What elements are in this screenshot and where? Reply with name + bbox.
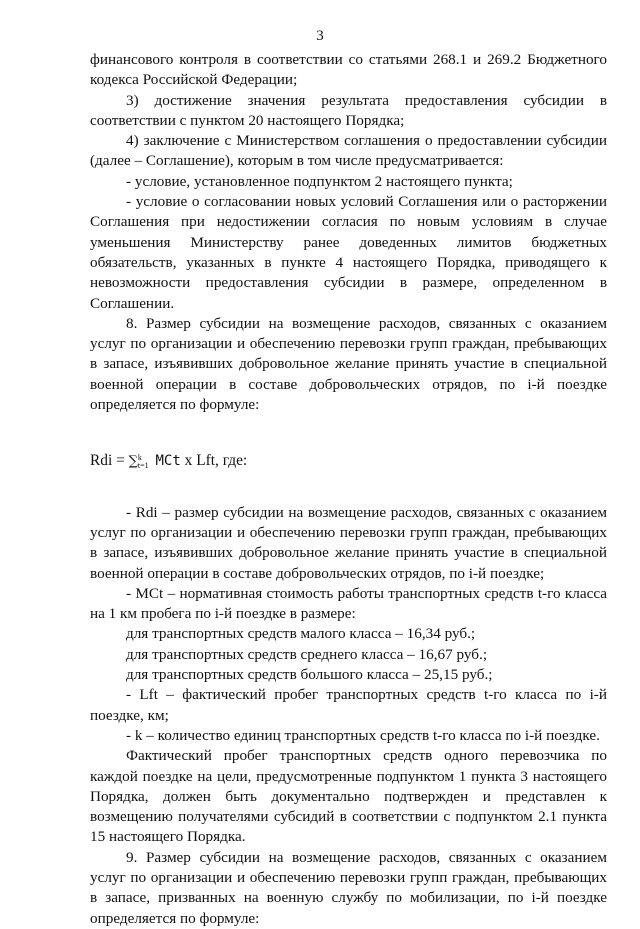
paragraph-condition-1: - условие, установленное подпунктом 2 настоящего пункта; (126, 172, 513, 190)
sum-lower-limit: t=1 (137, 460, 149, 470)
paragraph-actual-mileage: Фактический пробег транспортных средств одного перевозчика по каждой поездке на цели, предусмотренные подпунктом 1 пункта 3 настоящего Порядка, должен быть документально подтвержден и представлен к возмещению получателями субсидий в соответствии с подпунктом 2.1 пункта 15 настоящего Порядка. (90, 747, 607, 846)
paragraph-item-3: 3) достижение значения результата предоставления субсидии в соответствии с пунктом 20 настоящего Порядка; (90, 91, 607, 129)
definition-rdi: - Rdi – размер субсидии на возмещение расходов, связанных с оказанием услуг по организации и обеспечению перевозки групп граждан, пребывающих в запасе, изъявивших добровольное желание принять участие в специальной военной операции в составе добровольческих отрядов, по i-й поездке; (90, 503, 607, 582)
rate-medium-class: для транспортных средств среднего класса – 16,67 руб.; (126, 645, 488, 663)
definition-mct: - MCt – нормативная стоимость работы транспортных средств t-го класса на 1 км пробега по i-й поездке в размере: (90, 584, 607, 623)
formula-lhs: Rdi = (90, 452, 125, 470)
paragraph-point-8: 8. Размер субсидии на возмещение расходов, связанных с оказанием услуг по организации и обеспечению перевозки групп граждан, пребывающих в запасе, изъявивших добровольное желание принять участие в специальной военной операции в составе добровольческих отрядов, по i-й поездке определяется по формуле: (90, 314, 607, 414)
definition-k: - k – количество единиц транспортных средств t-го класса по i-й поездке. (126, 726, 600, 744)
document-body (90, 50, 607, 929)
paragraph-budget-control: финансового контроля в соответствии со статьями 268.1 и 269.2 Бюджетного кодекса Российской Федерации; (90, 51, 607, 89)
formula-times: x (184, 452, 193, 470)
rate-large-class: для транспортных средств большого класса – 25,15 руб.; (126, 666, 493, 684)
sum-upper-limit: k (137, 452, 142, 462)
formula (90, 451, 607, 472)
page-number: 3 (316, 28, 324, 44)
rate-small-class: для транспортных средств малого класса – 16,34 руб.; (126, 625, 476, 643)
paragraph-point-9: 9. Размер субсидии на возмещение расходов, связанных с оказанием услуг по организации и обеспечению перевозки групп граждан, пребывающих в запасе, призванных на военную службу по мобилизации, по i-й поездке определяется по формуле: (90, 848, 607, 927)
paragraph-item-4: 4) заключение с Министерством соглашения о предоставлении субсидии (далее – Соглашение), которым в том числе предусматривается: (90, 132, 607, 170)
formula-term: MCt (155, 453, 181, 470)
paragraph-condition-2: - условие о согласовании новых условий Соглашения или о расторжении Соглашения при недостижении согласия по новым условиям в случае уменьшения Министерству ранее доведенных лимитов бюджетных обязательств, указанных в пункте 4 настоящего Порядка, приводящего к невозможности предоставления субсидии в размере, определенном в Соглашении. (90, 193, 607, 312)
definition-lft: - Lft – фактический пробег транспортных средств t-го класса по i-й поездке, км; (90, 686, 607, 724)
formula-rhs: Lft, где: (196, 452, 248, 470)
sum-symbol: ∑ (128, 454, 138, 470)
sum-limits (138, 454, 149, 470)
